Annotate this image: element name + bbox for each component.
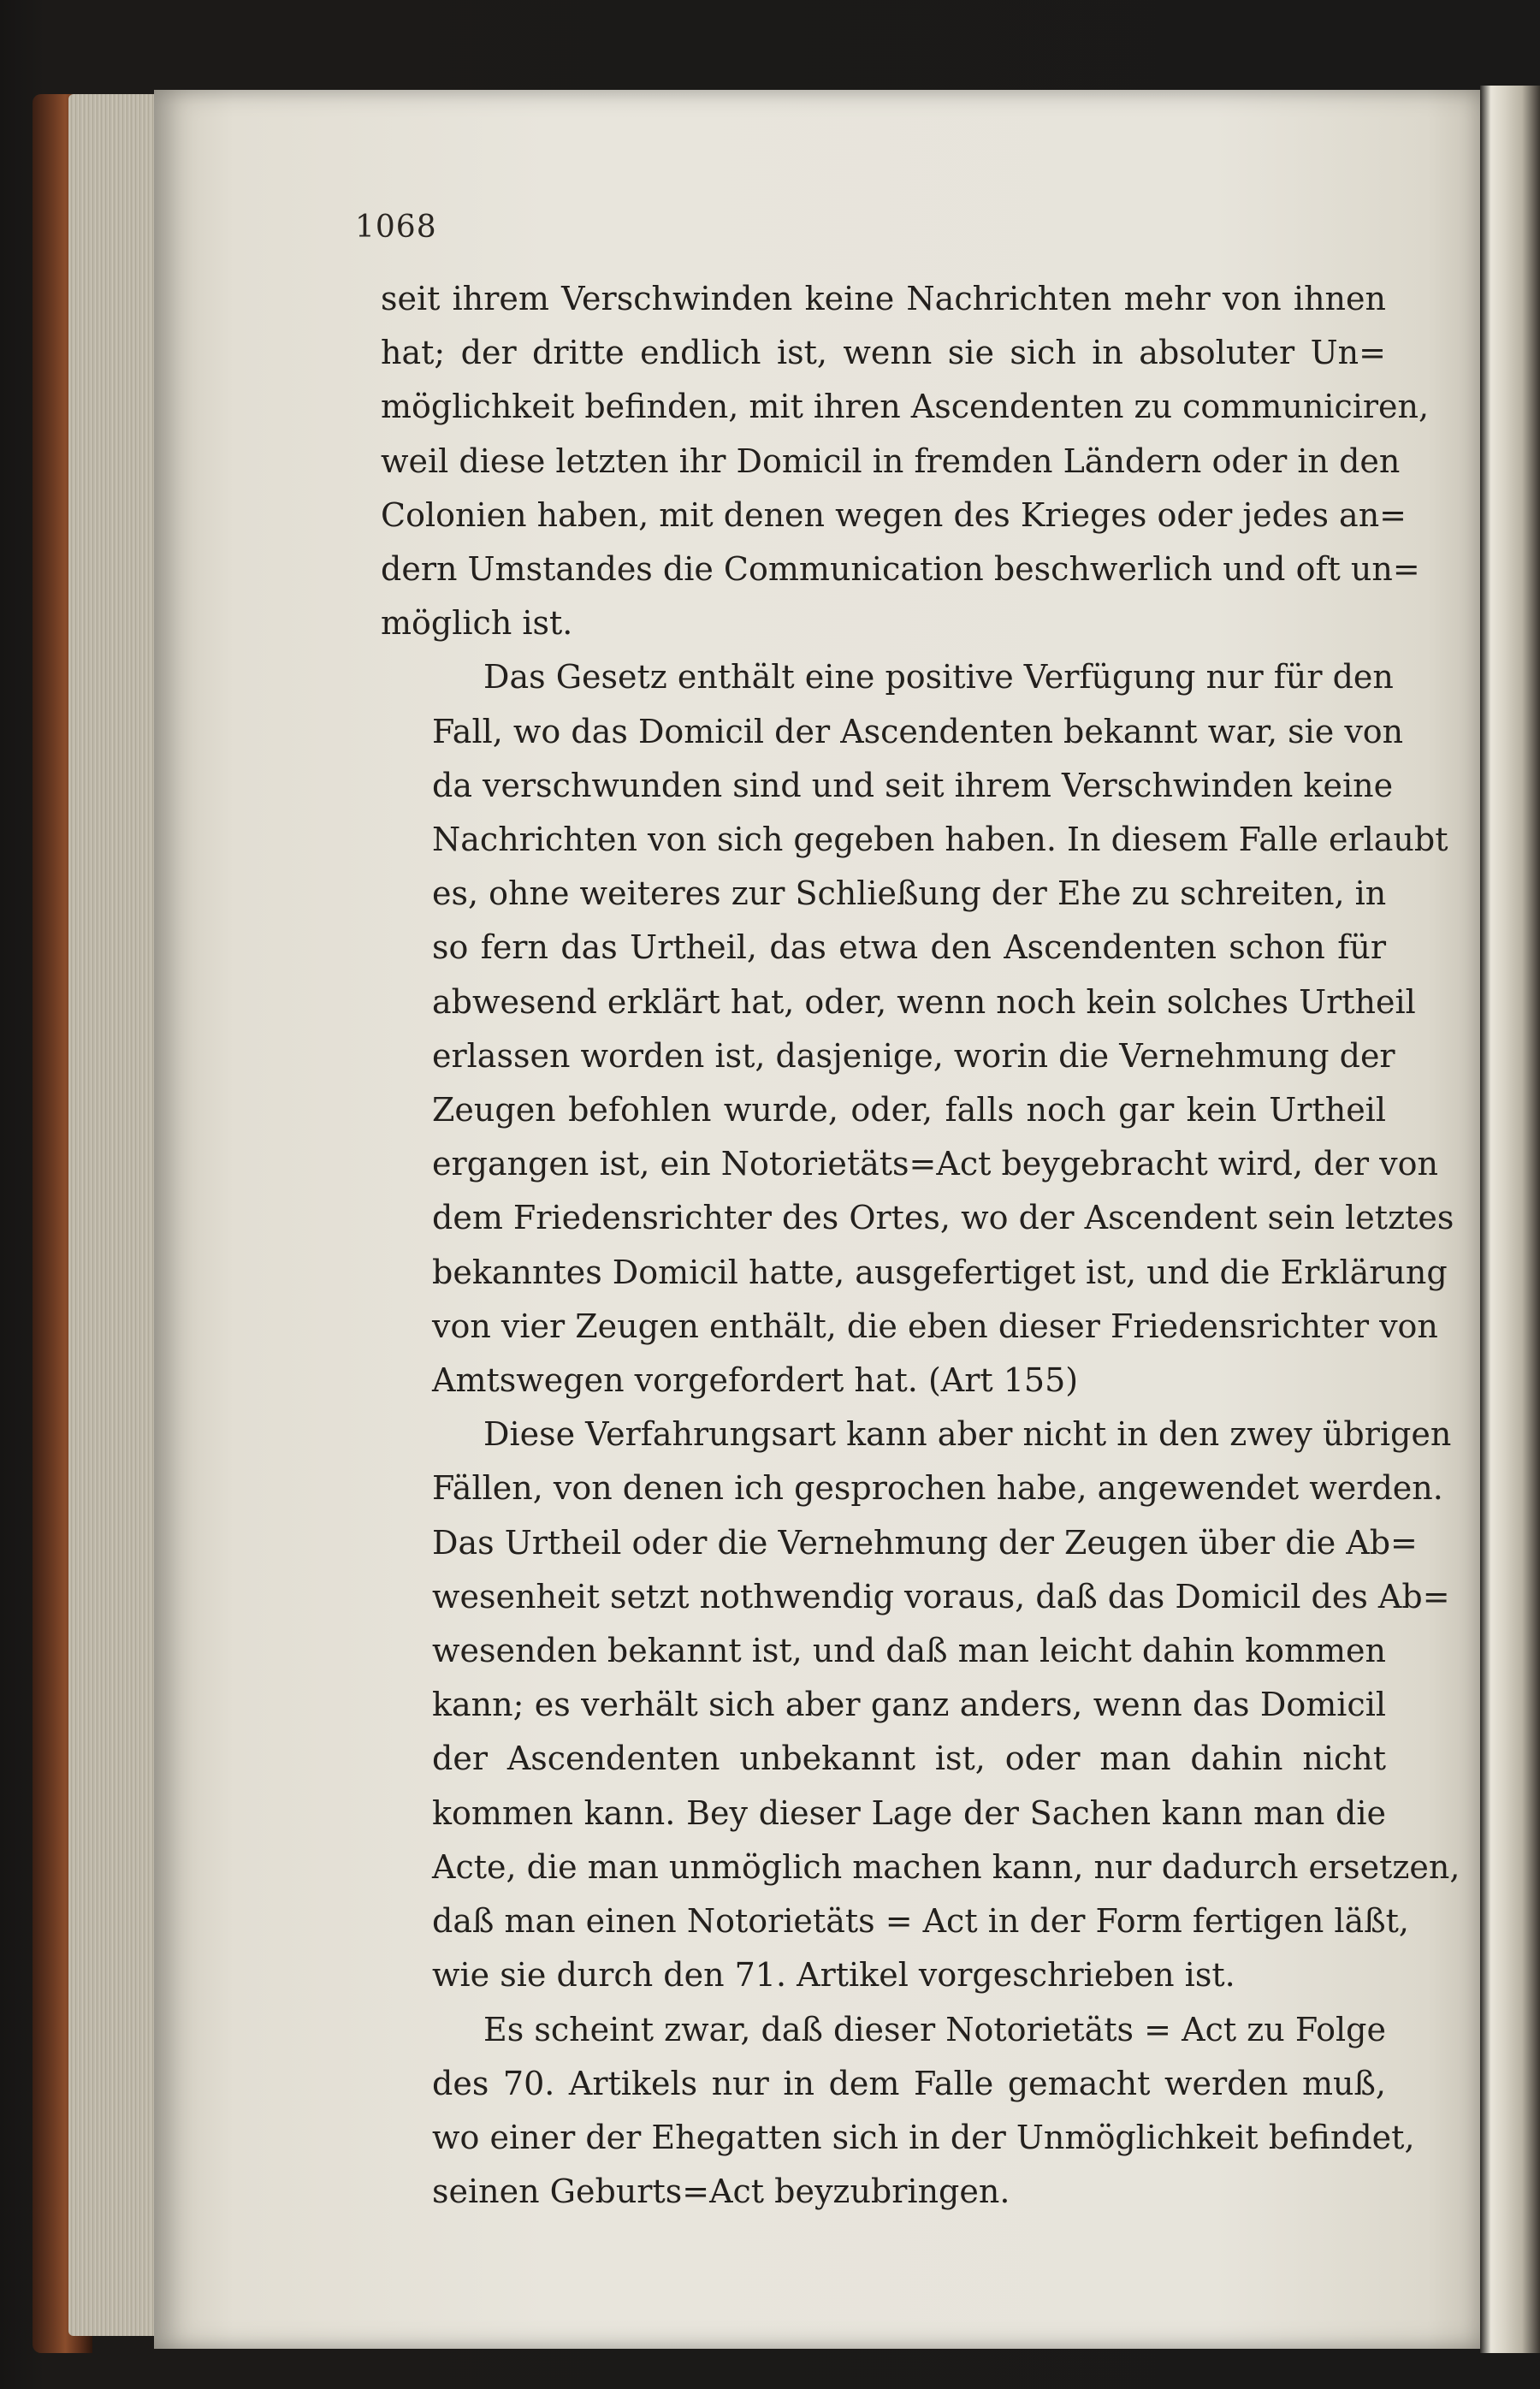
text-line: Es scheint zwar, daß dieser Notorietäts = Act zu Folge	[483, 2010, 1386, 2048]
text-line: Diese Verfahrungsart kann aber nicht in den zwey übrigen	[483, 1415, 1452, 1454]
text-line: Colonien haben, mit denen wegen des Krieges oder jedes an=	[381, 495, 1407, 534]
text-line: der Ascendenten unbekannt ist, oder man dahin nicht	[432, 1740, 1386, 1778]
text-line: des 70. Artikels nur in dem Falle gemacht werden muß,	[432, 2064, 1386, 2102]
text-line: weil diese letzten ihr Domicil in fremden Ländern oder in den	[381, 442, 1401, 480]
text-line: bekanntes Domicil hatte, ausgefertiget ist, und die Erklärung	[432, 1253, 1448, 1291]
text-line: Amtswegen vorgefordert hat. (Art 155)	[432, 1361, 1079, 1400]
paragraph	[381, 2003, 1415, 2220]
text-line: seit ihrem Verschwinden keine Nachrichten mehr von ihnen	[381, 280, 1386, 317]
paragraph	[381, 650, 1454, 1408]
text-line: ergangen ist, ein Notorietäts=Act beygebracht wird, der von	[432, 1145, 1438, 1183]
text-line: möglich ist.	[381, 604, 573, 643]
text-line: wesenden bekannt ist, und daß man leicht dahin kommen	[432, 1632, 1386, 1670]
text-line: so fern das Urtheil, das etwa den Ascendenten schon für	[432, 928, 1386, 967]
text-line: da verschwunden sind und seit ihrem Verschwinden keine	[432, 766, 1394, 804]
text-line: wesenheit setzt nothwendig voraus, daß das Domicil des Ab=	[432, 1577, 1450, 1615]
text-line: wo einer der Ehegatten sich in der Unmöglichkeit befindet,	[432, 2118, 1415, 2156]
text-line: abwesend erklärt hat, oder, wenn noch kein solches Urtheil	[432, 982, 1416, 1021]
text-line: von vier Zeugen enthält, die eben dieser Friedensrichter von	[432, 1307, 1438, 1345]
text-line: dern Umstandes die Communication beschwerlich und oft un=	[381, 550, 1420, 589]
text-line: Nachrichten von sich gegeben haben. In diesem Falle erlaubt	[432, 821, 1448, 859]
text-line: seinen Geburts=Act beyzubringen.	[432, 2173, 1010, 2211]
text-line: wie sie durch den 71. Artikel vorgeschrieben ist.	[432, 1956, 1235, 1995]
text-line: Fall, wo das Domicil der Ascendenten bekannt war, sie von	[432, 712, 1404, 750]
paragraph	[381, 272, 1430, 650]
page-body	[381, 272, 1460, 2219]
text-line: Acte, die man unmöglich machen kann, nur dadurch ersetzen,	[432, 1847, 1460, 1886]
text-line: Zeugen befohlen wurde, oder, falls noch gar kein Urtheil	[432, 1091, 1386, 1129]
right-page-edge	[1480, 86, 1540, 2353]
text-line: Das Gesetz enthält eine positive Verfügung nur für den	[483, 658, 1394, 697]
text-line: es, ohne weiteres zur Schließung der Ehe zu schreiten, in	[432, 874, 1387, 913]
text-line: Das Urtheil oder die Vernehmung der Zeugen über die Ab=	[432, 1523, 1418, 1562]
text-line: daß man einen Notorietäts = Act in der Form fertigen läßt,	[432, 1902, 1409, 1941]
page-number: 1068	[355, 210, 437, 245]
text-line: kann; es verhält sich aber ganz anders, wenn das Domicil	[432, 1686, 1386, 1724]
paragraph	[381, 1408, 1460, 2002]
text-line: Fällen, von denen ich gesprochen habe, angewendet werden.	[432, 1469, 1443, 1508]
text-line: erlassen worden ist, dasjenige, worin die Vernehmung der	[432, 1036, 1395, 1075]
text-line: möglichkeit befinden, mit ihren Ascendenten zu communiciren,	[381, 388, 1430, 426]
text-line: kommen kann. Bey dieser Lage der Sachen kann man die	[432, 1793, 1386, 1832]
text-line: dem Friedensrichter des Ortes, wo der Ascendent sein letztes	[432, 1199, 1454, 1237]
text-line: hat; der dritte endlich ist, wenn sie sich in absoluter Un=	[381, 334, 1386, 372]
